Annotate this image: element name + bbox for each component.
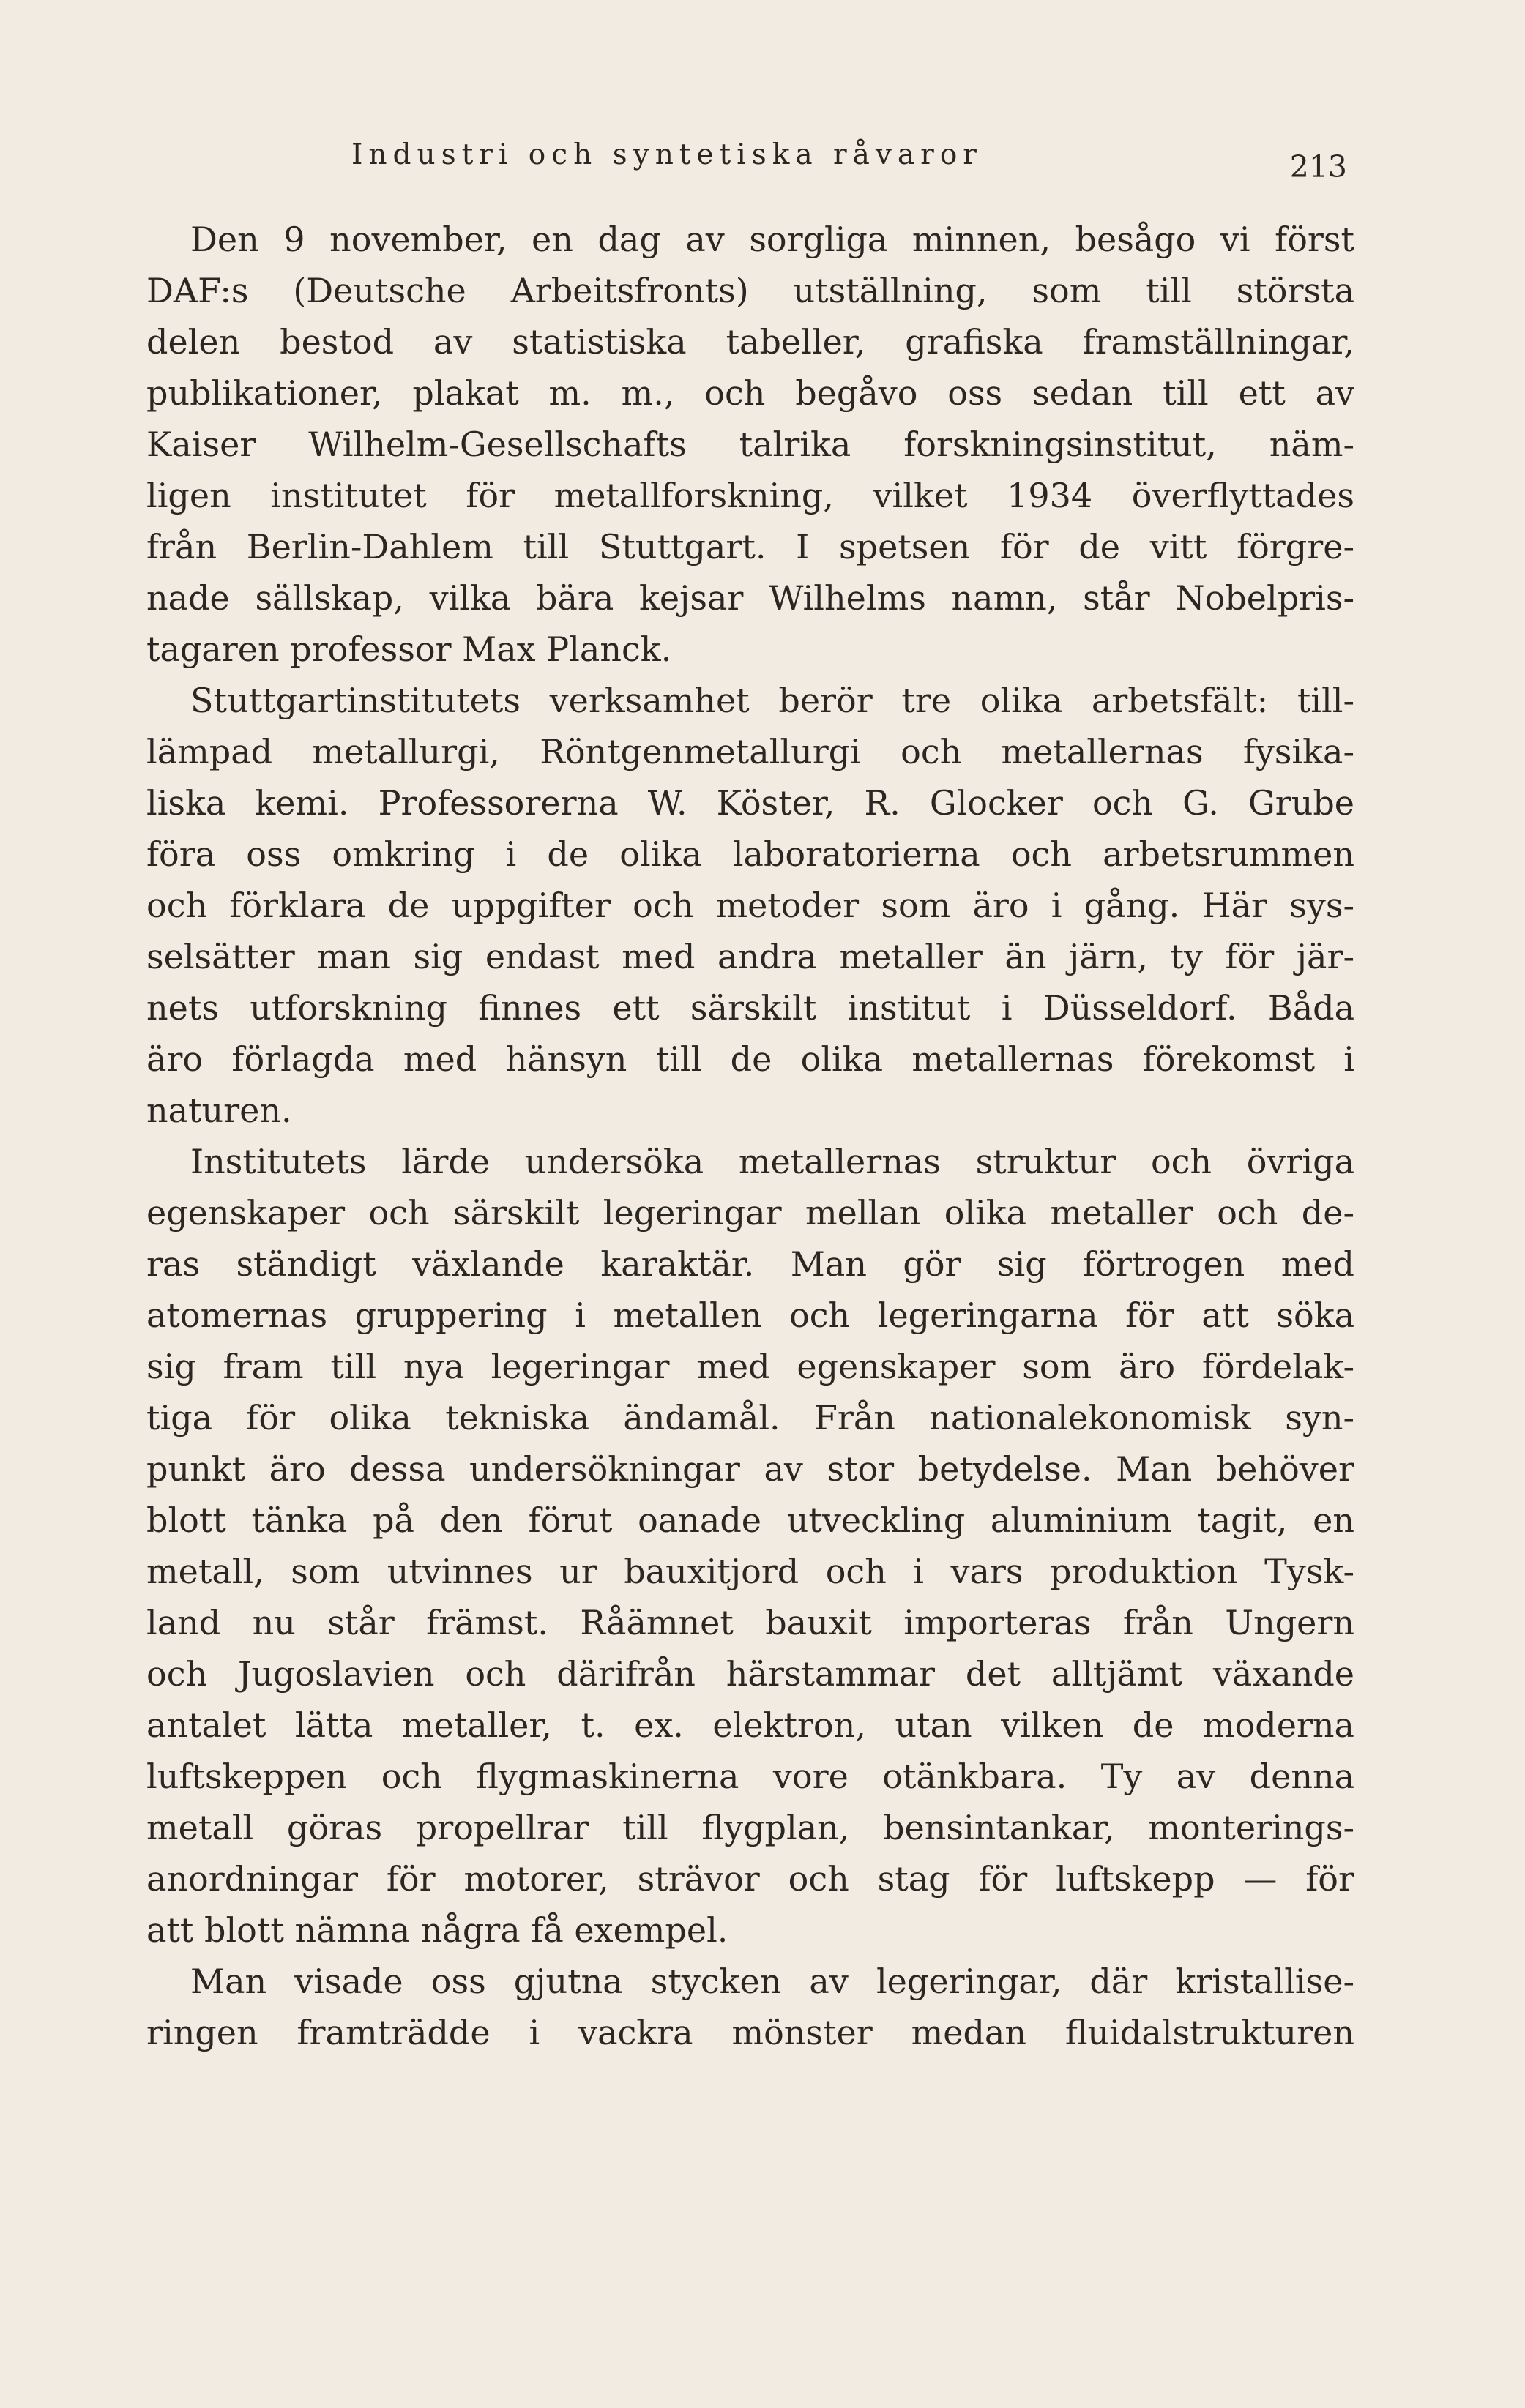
- text-line: Kaiser Wilhelm-Gesellschafts talrika forskningsinstitut, näm-: [146, 425, 1354, 464]
- text-line: atomernas gruppering i metallen och legeringarna för att söka: [146, 1295, 1354, 1335]
- running-title: Industri och syntetiska råvaror: [351, 138, 983, 171]
- text-line: föra oss omkring i de olika laboratorierna och arbetsrummen: [146, 834, 1354, 874]
- text-line: och Jugoslavien och därifrån härstammar det alltjämt växande: [146, 1654, 1354, 1694]
- text-line: publikationer, plakat m. m., och begåvo oss sedan till ett av: [146, 373, 1354, 413]
- text-line: Den 9 november, en dag av sorgliga minnen, besågo vi först: [190, 220, 1354, 259]
- text-line: anordningar för motorer, strävor och stag för luftskepp — för: [146, 1859, 1354, 1899]
- text-line: naturen.: [146, 1091, 292, 1130]
- text-line: Man visade oss gjutna stycken av legeringar, där kristallise-: [190, 1962, 1354, 2001]
- text-line: Stuttgartinstitutets verksamhet berör tre olika arbetsfält: till-: [190, 681, 1354, 720]
- text-line: ligen institutet för metallforskning, vilket 1934 överflyttades: [146, 476, 1354, 515]
- text-line: ras ständigt växlande karaktär. Man gör sig förtrogen med: [146, 1244, 1354, 1284]
- text-line: luftskeppen och flygmaskinerna vore otänkbara. Ty av denna: [146, 1757, 1354, 1796]
- text-line: äro förlagda med hänsyn till de olika metallernas förekomst i: [146, 1039, 1354, 1079]
- text-line: metall göras propellrar till flygplan, bensintankar, monterings-: [146, 1808, 1354, 1847]
- text-line: sig fram till nya legeringar med egenskaper som äro fördelak-: [146, 1347, 1354, 1386]
- text-line: lämpad metallurgi, Röntgenmetallurgi och metallernas fysika-: [146, 732, 1354, 771]
- text-line: land nu står främst. Råämnet bauxit importeras från Ungern: [146, 1603, 1354, 1642]
- text-line: tiga för olika tekniska ändamål. Från nationalekonomisk syn-: [146, 1398, 1354, 1437]
- text-line: tagaren professor Max Planck.: [146, 629, 672, 669]
- text-line: blott tänka på den förut oanade utveckling aluminium tagit, en: [146, 1500, 1354, 1540]
- text-line: och förklara de uppgifter och metoder som äro i gång. Här sys-: [146, 886, 1354, 925]
- text-line: nade sällskap, vilka bära kejsar Wilhelms namn, står Nobelpris-: [146, 578, 1354, 618]
- body-text: [146, 214, 1354, 2058]
- text-line: antalet lätta metaller, t. ex. elektron, utan vilken de moderna: [146, 1705, 1354, 1745]
- text-line: liska kemi. Professorerna W. Köster, R. Glocker och G. Grube: [146, 783, 1354, 823]
- text-line: nets utforskning finnes ett särskilt institut i Düsseldorf. Båda: [146, 988, 1354, 1028]
- text-line: egenskaper och särskilt legeringar mellan olika metaller och de-: [146, 1193, 1354, 1233]
- text-line: DAF:s (Deutsche Arbeitsfronts) utställning, som till största: [146, 271, 1354, 310]
- text-line: ringen framträdde i vackra mönster medan fluidalstrukturen: [146, 2013, 1354, 2052]
- text-line: Institutets lärde undersöka metallernas struktur och övriga: [190, 1142, 1354, 1181]
- text-line: att blott nämna några få exempel.: [146, 1910, 728, 1950]
- page-number: 213: [1289, 149, 1347, 184]
- text-line: punkt äro dessa undersökningar av stor betydelse. Man behöver: [146, 1449, 1354, 1489]
- text-line: selsätter man sig endast med andra metaller än järn, ty för jär-: [146, 937, 1354, 976]
- text-line: delen bestod av statistiska tabeller, grafiska framställningar,: [146, 322, 1354, 362]
- text-line: metall, som utvinnes ur bauxitjord och i vars produktion Tysk-: [146, 1552, 1354, 1591]
- text-line: från Berlin-Dahlem till Stuttgart. I spetsen för de vitt förgre-: [146, 527, 1354, 567]
